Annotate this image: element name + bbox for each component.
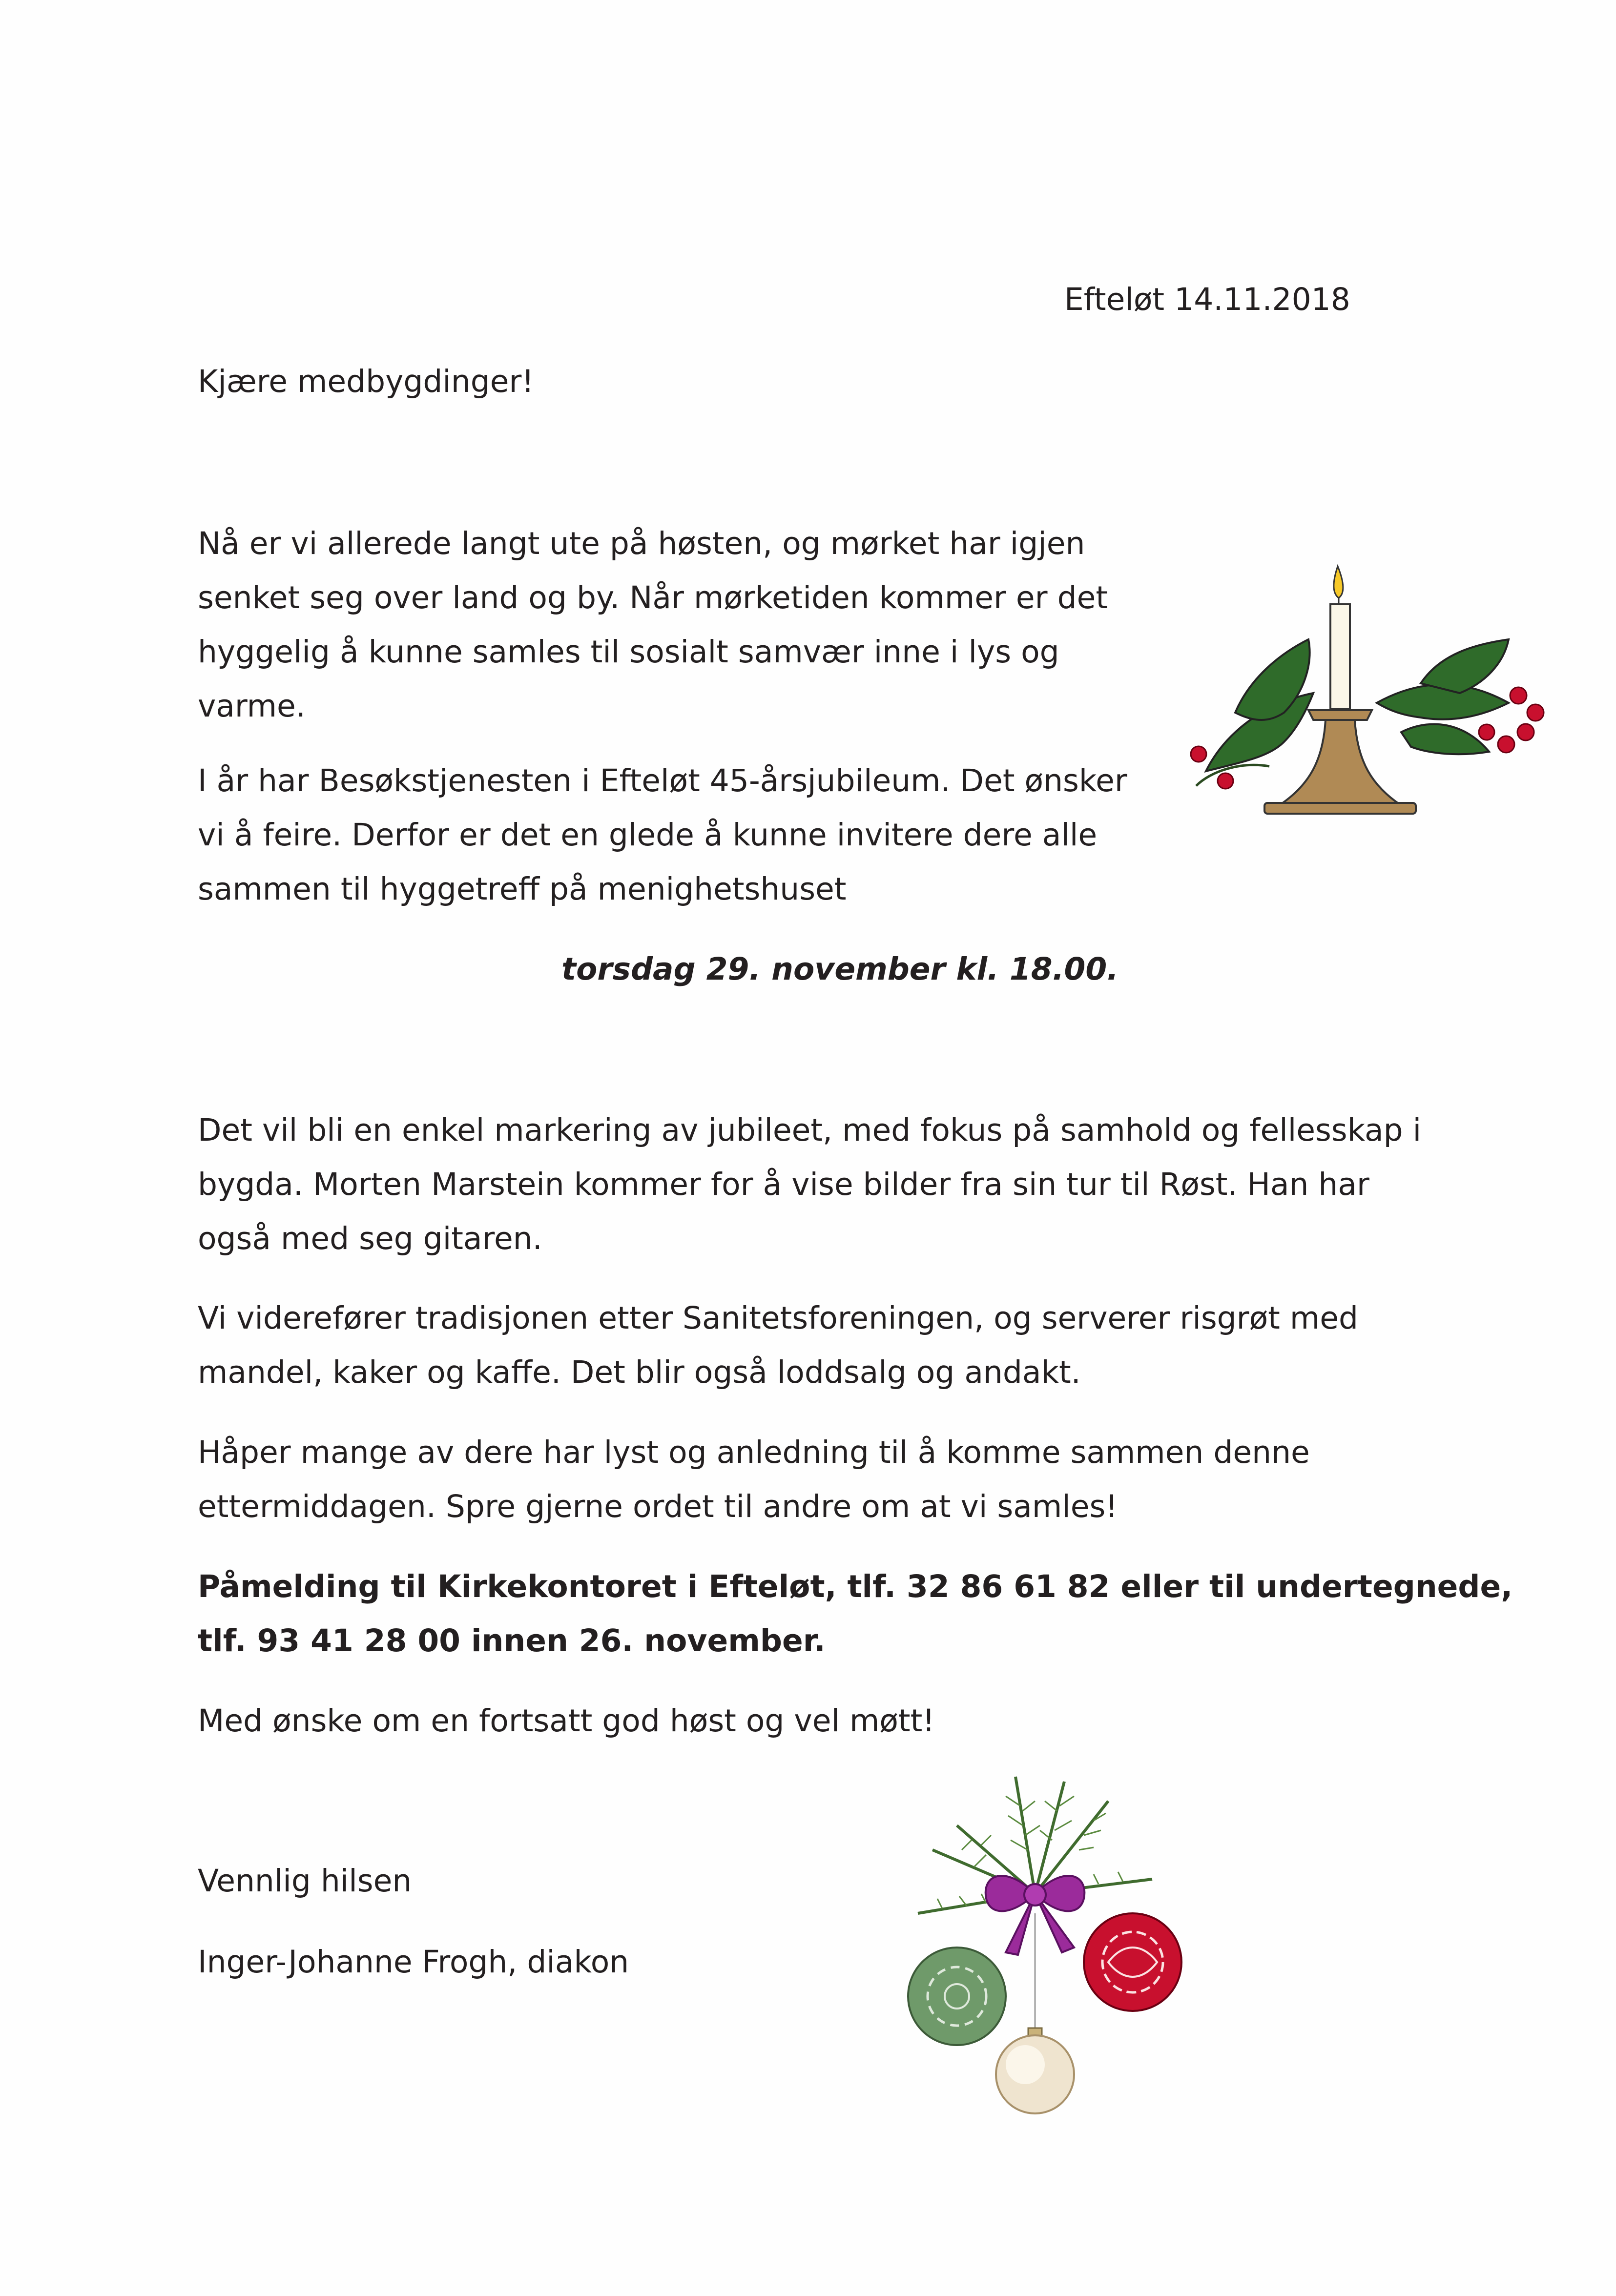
text-line: Påmelding til Kirkekontoret i Efteløt, tlf. 32 86 61 82 eller til undertegnede, [198,1569,1513,1604]
text-line: bygda. Morten Marstein kommer for å vise bilder fra sin tur til Røst. Han har [198,1167,1369,1202]
letter-date: Efteløt 14.11.2018 [1064,282,1350,317]
text-line: Det vil bli en enkel markering av jubileet, med fokus på samhold og fellesskap i [198,1112,1422,1148]
event-date-time: torsdag 29. november kl. 18.00. [561,951,1119,987]
paragraph-program [198,1103,1421,1266]
paragraph-tradition [198,1291,1358,1399]
paragraph-jubilee [198,754,1127,916]
text-line: ettermiddagen. Spre gjerne ordet til andre om at vi samles! [198,1489,1118,1524]
text-line: I år har Besøkstjenesten i Efteløt 45-årsjubileum. Det ønsker [198,763,1127,799]
registration-info [198,1559,1512,1668]
text-line: også med seg gitaren. [198,1221,542,1256]
sign-off: Vennlig hilsen [198,1863,412,1899]
text-line: senket seg over land og by. Når mørketiden kommer er det [198,580,1108,615]
text-line: sammen til hyggetreff på menighetshuset [198,871,847,907]
signature: Inger-Johanne Frogh, diakon [198,1944,629,1980]
closing-wish: Med ønske om en fortsatt god høst og vel møtt! [198,1703,935,1739]
text-line: hyggelig å kunne samles til sosialt samvær inne i lys og [198,634,1059,670]
text-line: tlf. 93 41 28 00 innen 26. november. [198,1623,826,1659]
candle-with-holly-icon [1167,556,1557,849]
paragraph-autumn [198,516,1108,733]
text-line: varme. [198,688,306,724]
text-line: Håper mange av dere har lyst og anledning til å komme sammen denne [198,1435,1310,1470]
text-line: Nå er vi allerede langt ute på høsten, og mørket har igjen [198,526,1085,561]
paragraph-hope [198,1425,1310,1534]
christmas-ornaments-icon [889,1767,1191,2128]
greeting: Kjære medbygdinger! [198,364,534,399]
text-line: Vi viderefører tradisjonen etter Sanitetsforeningen, og serverer risgrøt med [198,1300,1358,1336]
text-line: vi å feire. Derfor er det en glede å kunne invitere dere alle [198,817,1098,853]
text-line: mandel, kaker og kaffe. Det blir også loddsalg og andakt. [198,1354,1081,1390]
